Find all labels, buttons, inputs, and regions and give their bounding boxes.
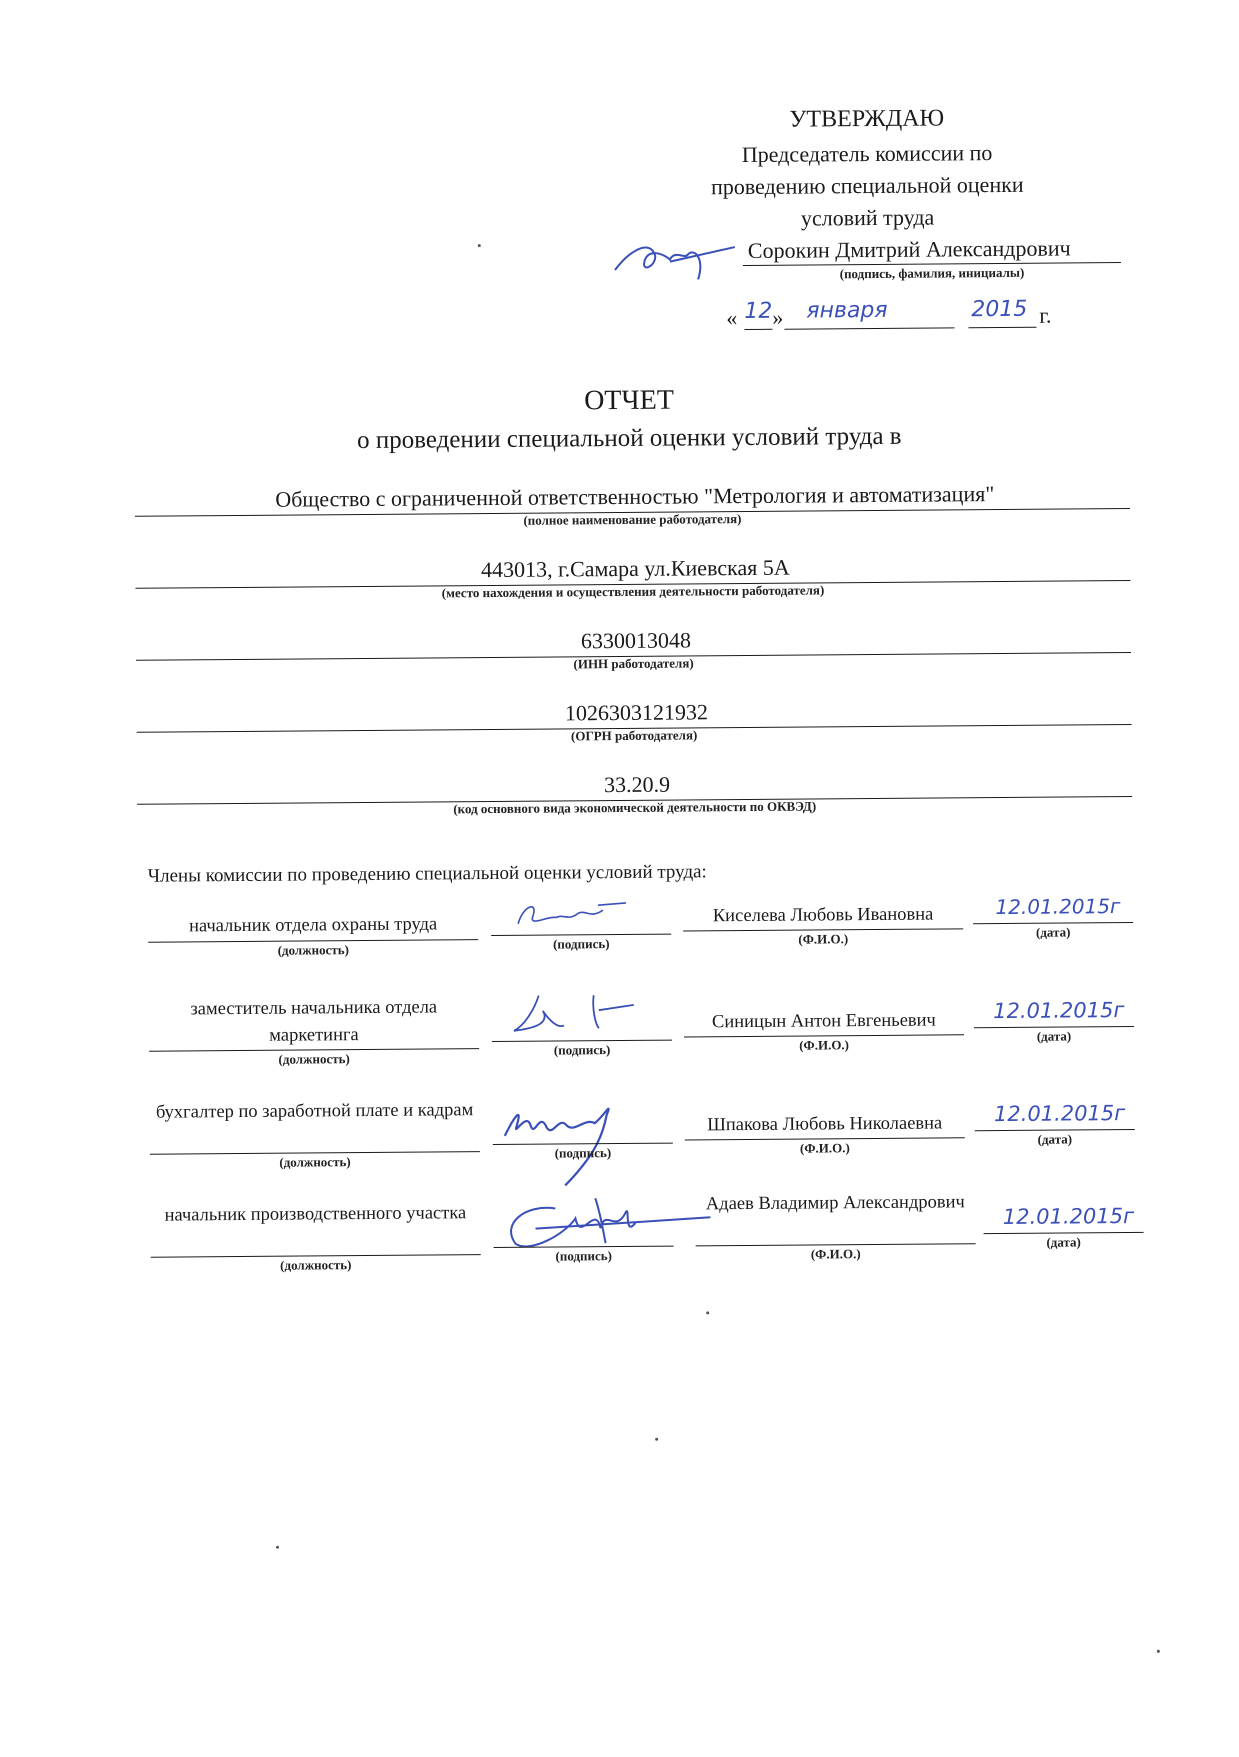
member-date: 12.01.2015г (1002, 1203, 1135, 1230)
employer-name: Общество с ограниченной ответственностью "Метрология и автоматизация" (275, 481, 995, 512)
date-year: 2015 (971, 296, 1028, 323)
employer-okved: 33.20.9 (603, 771, 671, 798)
position-caption: (должность) (278, 1051, 350, 1067)
date-caption: (дата) (1037, 1131, 1073, 1147)
employer-okved-caption: (код основного вида экономической деятельности по ОКВЭД) (453, 798, 817, 817)
member-position: начальник производственного участка (164, 1203, 467, 1226)
member-date: 12.01.2015г (995, 894, 1121, 920)
employer-address-caption: (место нахождения и осуществления деятельности работодателя) (441, 582, 825, 601)
employer-address: 443013, г.Самара ул.Киевская 5А (480, 554, 790, 583)
scan-speck (276, 1546, 279, 1549)
scan-speck (478, 244, 481, 247)
member-position: заместитель начальника отдела маркетинга (190, 997, 438, 1046)
signature-caption: (подпись) (554, 1145, 612, 1161)
member-position: бухгалтер по заработной плате и кадрам (155, 1100, 474, 1123)
date-close-quote: » (772, 304, 784, 330)
report-subtitle: о проведении специальной оценки условий труда в (356, 422, 902, 455)
member-name: Синицын Антон Евгеньевич (711, 1010, 936, 1033)
chairman-name: Сорокин Дмитрий Александрович (747, 235, 1071, 263)
employer-inn-caption: (ИНН работодателя) (573, 655, 694, 672)
chairman-caption: (подпись, фамилия, инициалы) (839, 264, 1025, 282)
employer-name-caption: (полное наименование работодателя) (523, 511, 742, 528)
chairman-signature (610, 229, 741, 295)
member-name: Шпакова Любовь Николаевна (707, 1113, 943, 1136)
member-date: 12.01.2015г (993, 998, 1125, 1024)
date-caption: (дата) (1036, 1028, 1072, 1044)
members-heading: Члены комиссии по проведению специальной оценки условий труда: (147, 861, 707, 887)
position-caption: (должность) (277, 942, 350, 958)
signature-caption: (подпись) (555, 1248, 613, 1264)
position-caption: (должность) (279, 1154, 351, 1170)
approval-heading: УТВЕРЖДАЮ (789, 105, 945, 133)
position-caption: (должность) (280, 1257, 352, 1273)
date-suffix: г. (1039, 302, 1052, 328)
scan-speck (706, 1311, 709, 1314)
employer-ogrn: 1026303121932 (564, 699, 709, 726)
member-position: начальник отдела охраны труда (188, 914, 438, 937)
member-name: Адаев Владимир Александрович (705, 1192, 965, 1215)
member-date: 12.01.2015г (993, 1101, 1126, 1127)
approval-line-1: Председатель комиссии по (741, 140, 993, 168)
approval-line-2: проведению специальной оценки (710, 171, 1024, 200)
date-caption: (дата) (1046, 1234, 1081, 1250)
employer-inn: 6330013048 (580, 627, 691, 654)
approval-line-3: условий труда (800, 204, 935, 231)
scan-speck (1157, 1650, 1160, 1653)
employer-ogrn-caption: (ОГРН работодателя) (570, 727, 698, 744)
date-day: 12 (744, 298, 773, 325)
date-open-quote: « (726, 305, 738, 331)
fio-caption: (Ф.И.О.) (810, 1246, 861, 1262)
report-title: ОТЧЕТ (584, 384, 674, 417)
fio-caption: (Ф.И.О.) (799, 1140, 850, 1156)
member-name: Киселева Любовь Ивановна (712, 904, 934, 927)
member-signature (504, 990, 644, 1046)
fio-caption: (Ф.И.О.) (799, 1037, 850, 1053)
date-month: января (806, 297, 888, 324)
approval-date (726, 296, 1066, 335)
signature-caption: (подпись) (553, 1042, 611, 1058)
fio-caption: (Ф.И.О.) (798, 931, 849, 947)
signature-caption: (подпись) (552, 936, 610, 952)
scan-speck (655, 1438, 658, 1441)
date-caption: (дата) (1035, 924, 1071, 940)
